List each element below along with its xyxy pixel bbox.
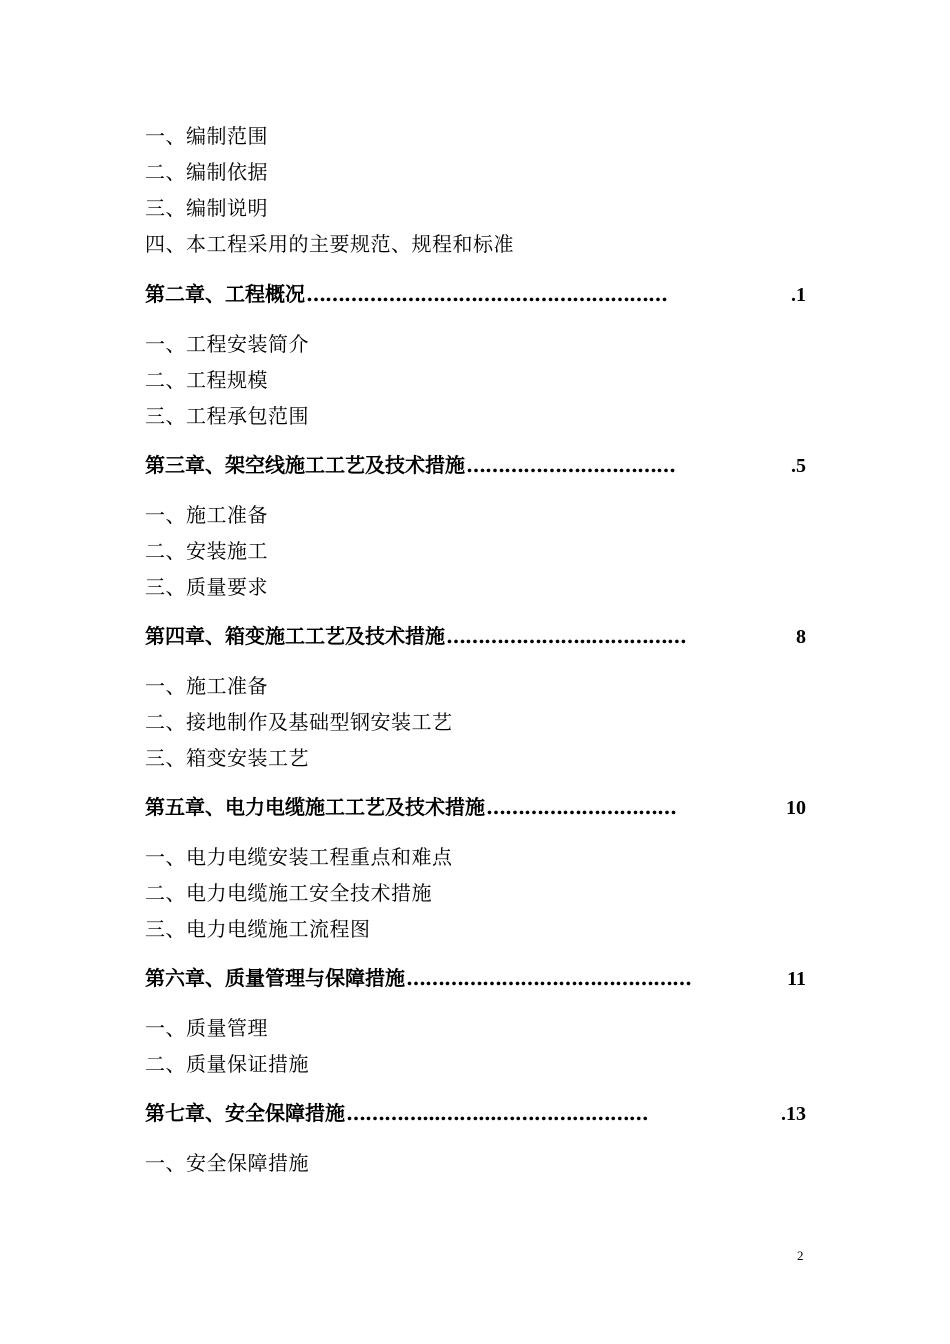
toc-item: 三、箱变安装工艺 — [145, 746, 309, 770]
toc-item: 一、工程安装简介 — [145, 332, 309, 356]
toc-item: 四、本工程采用的主要规范、规程和标准 — [145, 232, 514, 256]
toc-item: 一、施工准备 — [145, 674, 268, 698]
toc-chapter-3 — [145, 452, 806, 479]
chapter-page-number: .5 — [791, 455, 806, 477]
toc-chapter-6 — [145, 965, 806, 992]
toc-item: 三、编制说明 — [145, 196, 268, 220]
toc-chapter-2 — [145, 281, 806, 308]
toc-chapter-5 — [145, 794, 806, 821]
dot-leader: ……………………………………… — [406, 966, 691, 990]
chapter-title: 第五章、电力电缆施工工艺及技术措施 — [145, 795, 485, 819]
toc-item: 二、安装施工 — [145, 539, 268, 563]
chapter-title: 第三章、架空线施工工艺及技术措施 — [145, 453, 465, 477]
toc-item: 三、电力电缆施工流程图 — [145, 917, 371, 941]
toc-item: 三、质量要求 — [145, 575, 268, 599]
toc-item: 二、接地制作及基础型钢安装工艺 — [145, 710, 453, 734]
chapter-title: 第七章、安全保障措施 — [145, 1101, 345, 1125]
chapter-page-number: 10 — [786, 797, 806, 819]
chapter-page-number: .13 — [781, 1103, 806, 1125]
dot-leader: ………………………………………………… — [306, 282, 667, 306]
toc-item: 一、施工准备 — [145, 503, 268, 527]
toc-item: 一、编制范围 — [145, 124, 268, 148]
toc-item: 二、电力电缆施工安全技术措施 — [145, 881, 432, 905]
toc-item: 一、电力电缆安装工程重点和难点 — [145, 845, 453, 869]
chapter-title: 第二章、工程概况 — [145, 282, 305, 306]
chapter-title: 第六章、质量管理与保障措施 — [145, 966, 405, 990]
dot-leader: …………...……...…………………… — [346, 1101, 648, 1125]
page-number: 2 — [797, 1248, 804, 1263]
chapter-page-number: 8 — [796, 626, 806, 648]
chapter-title: 第四章、箱变施工工艺及技术措施 — [145, 624, 445, 648]
dot-leader: ………………………… — [486, 795, 676, 819]
dot-leader: …………………..…………… — [446, 624, 686, 648]
toc-item: 一、安全保障措施 — [145, 1151, 309, 1175]
toc-item: 二、质量保证措施 — [145, 1052, 309, 1076]
toc-item: 一、质量管理 — [145, 1016, 268, 1040]
toc-item: 二、编制依据 — [145, 160, 268, 184]
chapter-page-number: 11 — [787, 968, 806, 990]
toc-item: 三、工程承包范围 — [145, 404, 309, 428]
chapter-page-number: .1 — [791, 284, 806, 306]
toc-item: 二、工程规模 — [145, 368, 268, 392]
toc-chapter-7 — [145, 1100, 806, 1127]
dot-leader: …………………………… — [466, 453, 675, 477]
toc-chapter-4 — [145, 623, 806, 650]
